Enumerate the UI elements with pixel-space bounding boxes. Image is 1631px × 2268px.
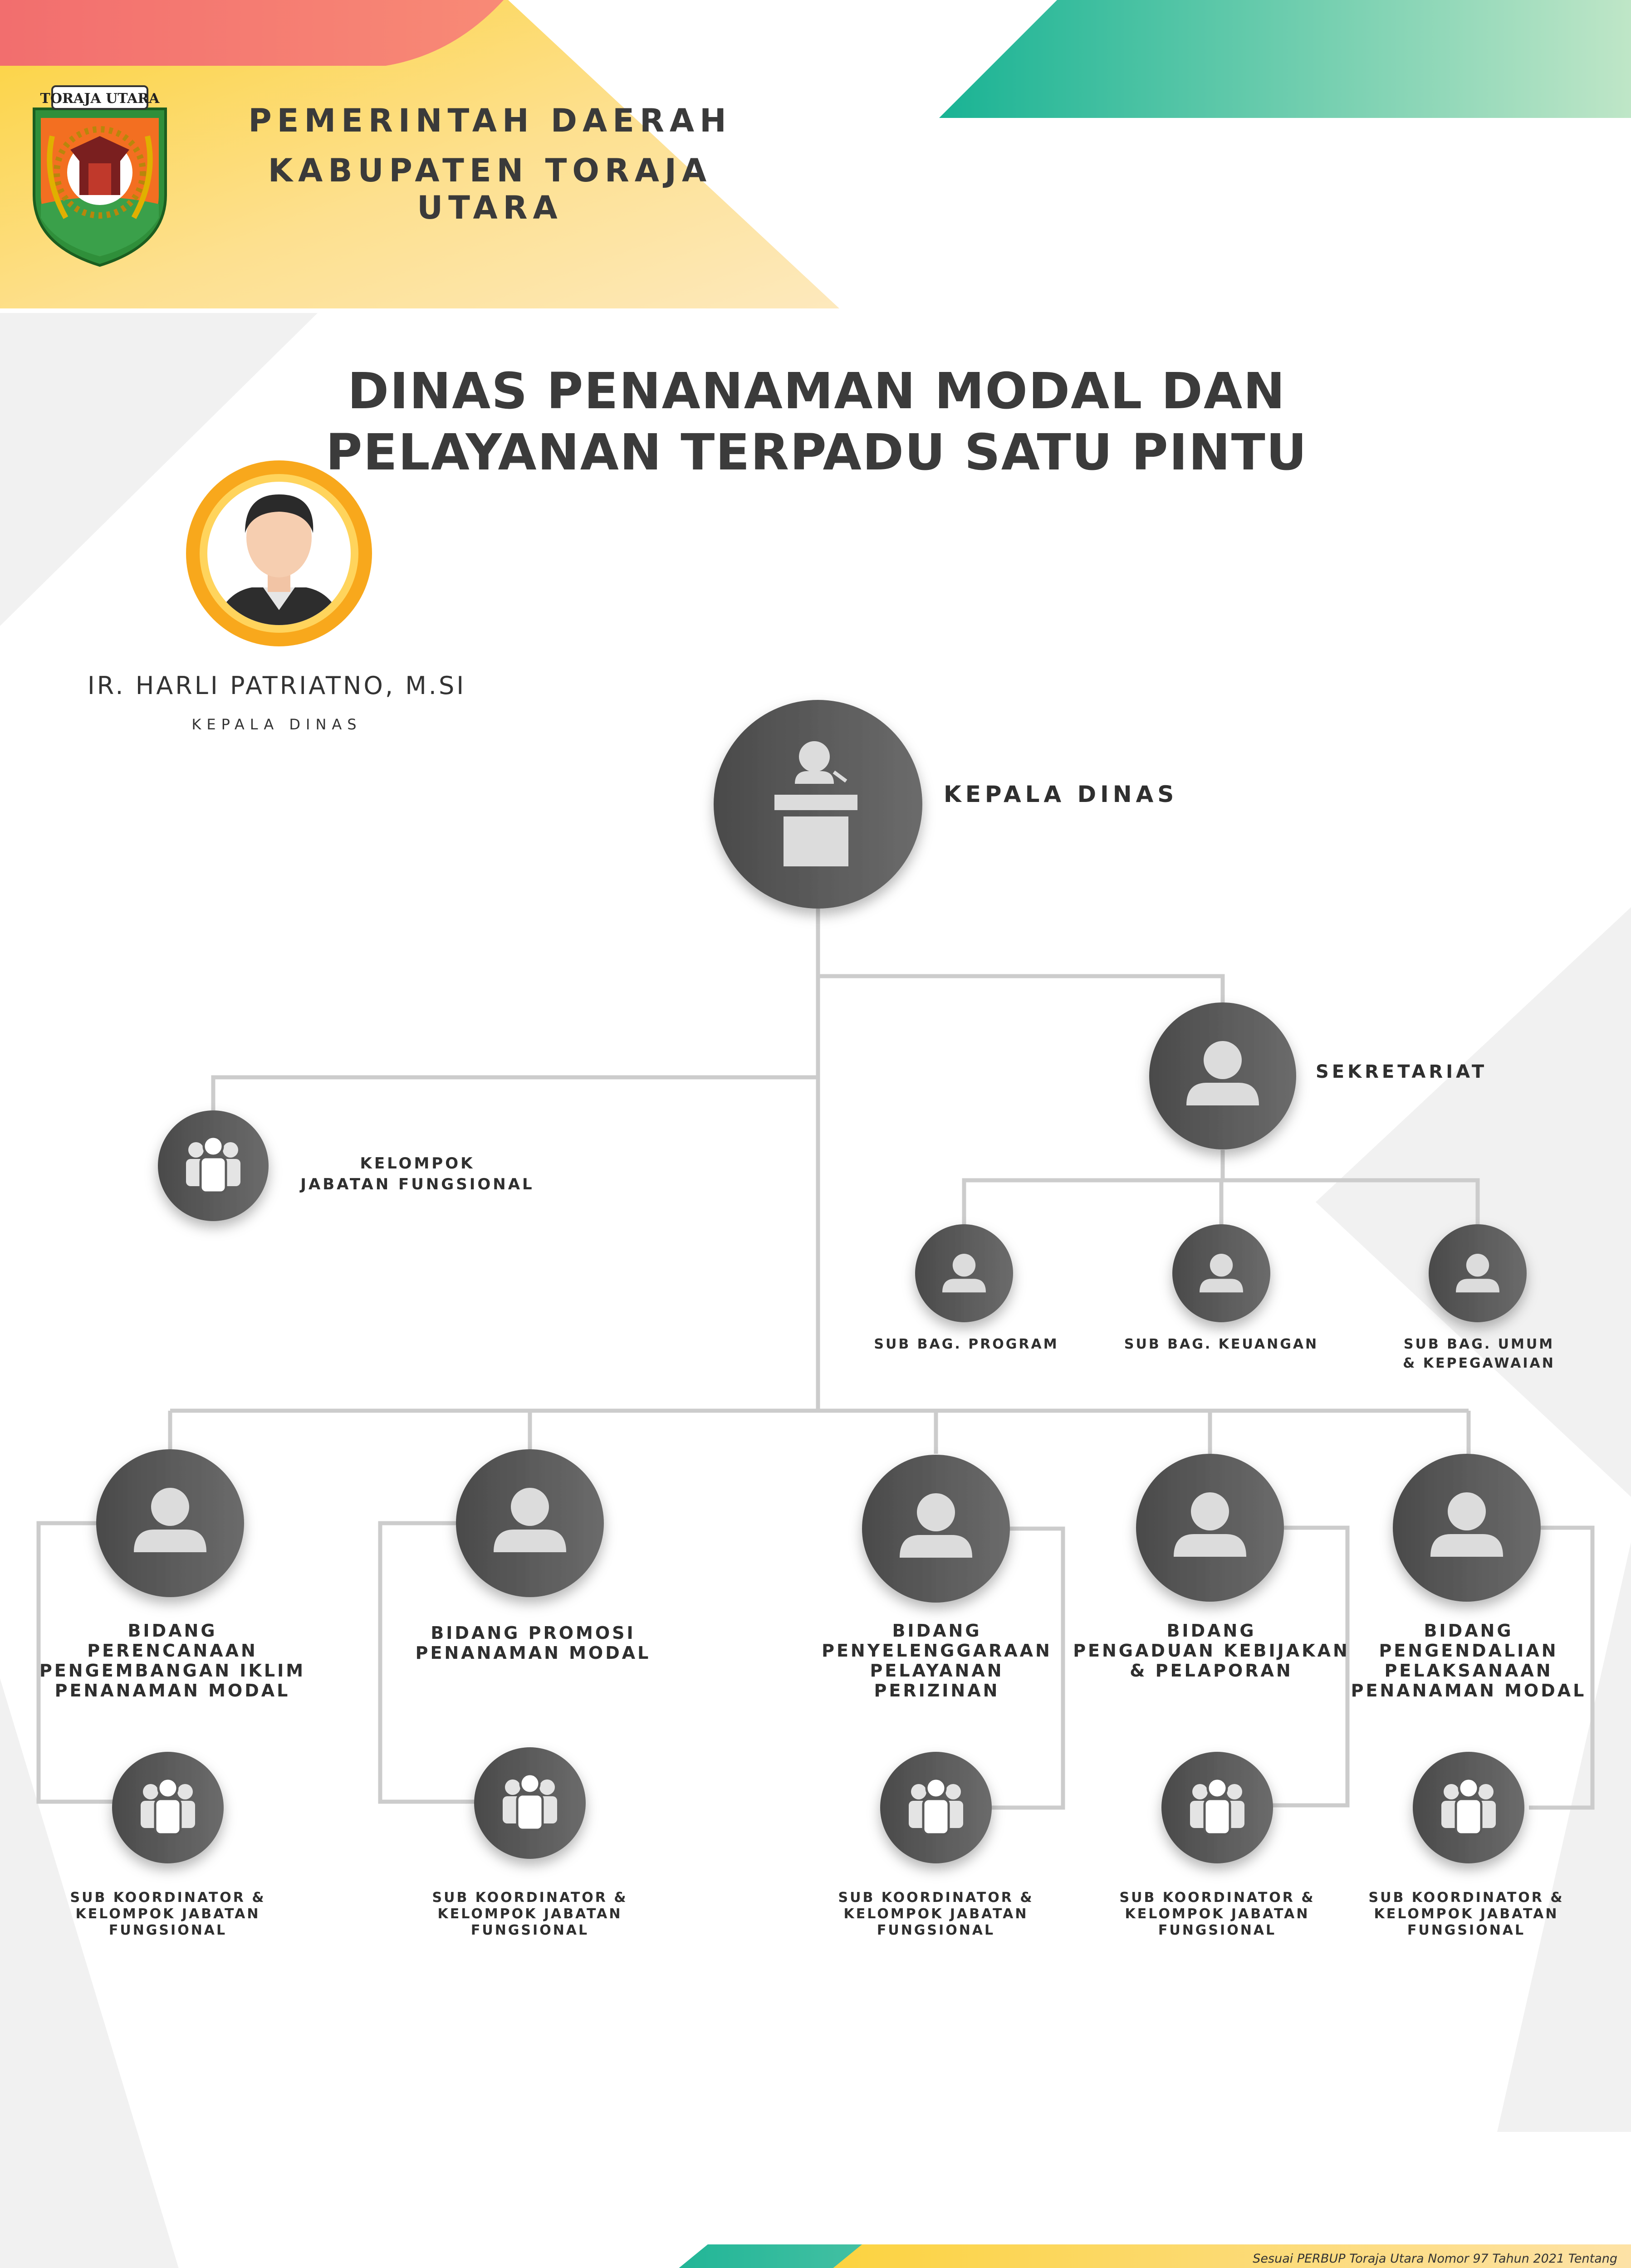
label-bidang-penyelenggaraan: BIDANG PENYELENGGARAAN PELAYANAN PERIZINAN <box>822 1621 1052 1701</box>
head-role: KEPALA DINAS <box>191 716 362 733</box>
subkoor4-group-icon <box>1190 1779 1244 1834</box>
subkoor3-group-icon <box>909 1779 963 1834</box>
label-kepala-dinas: KEPALA DINAS <box>944 781 1178 807</box>
footer-line-1: Sesuai PERBUP Toraja Utara Nomor 97 Tahun 2021 Tentang <box>1253 2252 1617 2266</box>
bidang-nodes <box>96 1449 1541 1603</box>
label-subkoor-4: SUB KOORDINATOR & KELOMPOK JABATAN FUNGSIONAL <box>1119 1890 1315 1938</box>
subkoor5-group-icon <box>1441 1779 1496 1834</box>
header-line-2: KABUPATEN TORAJA UTARA <box>268 152 712 226</box>
label-bidang-promosi: BIDANG PROMOSI PENANAMAN MODAL <box>415 1623 651 1663</box>
page-title-line-1: DINAS PENANAMAN MODAL DAN <box>347 362 1286 420</box>
label-subbag-umum: SUB BAG. UMUM & KEPEGAWAIAN <box>1403 1336 1555 1371</box>
header-line-1: PEMERINTAH DAERAH <box>248 102 732 139</box>
label-subkoor-5: SUB KOORDINATOR & KELOMPOK JABATAN FUNGSIONAL <box>1368 1890 1564 1938</box>
head-name: IR. HARLI PATRIATNO, M.SI <box>87 671 466 700</box>
subkoor1-group-icon <box>141 1779 195 1834</box>
label-bidang-pengendalian: BIDANG PENGENDALIAN PELAKSANAAN PENANAMAN MODAL <box>1351 1621 1587 1701</box>
subkoor2-group-icon <box>503 1774 557 1830</box>
label-subbag-keuangan: SUB BAG. KEUANGAN <box>1124 1336 1319 1352</box>
label-subkoor-3: SUB KOORDINATOR & KELOMPOK JABATAN FUNGSIONAL <box>838 1890 1034 1938</box>
label-bidang-perencanaan: BIDANG PERENCANAAN PENGEMBANGAN IKLIM PENANAMAN MODAL <box>39 1621 306 1701</box>
label-subkoor-1: SUB KOORDINATOR & KELOMPOK JABATAN FUNGSIONAL <box>70 1890 266 1938</box>
label-subkoor-2: SUB KOORDINATOR & KELOMPOK JABATAN FUNGSIONAL <box>432 1890 628 1938</box>
logo-text: TORAJA UTARA <box>40 91 160 107</box>
subkoor-nodes <box>112 1747 1524 1863</box>
label-sekretariat: SEKRETARIAT <box>1316 1061 1488 1082</box>
kelompok-group-icon <box>186 1137 240 1193</box>
label-subbag-program: SUB BAG. PROGRAM <box>874 1336 1059 1352</box>
label-kelompok: KELOMPOK JABATAN FUNGSIONAL <box>300 1154 534 1193</box>
label-bidang-pengaduan: BIDANG PENGADUAN KEBIJAKAN & PELAPORAN <box>1073 1621 1350 1681</box>
page-title-line-2: PELAYANAN TERPADU SATU PINTU <box>325 423 1308 481</box>
